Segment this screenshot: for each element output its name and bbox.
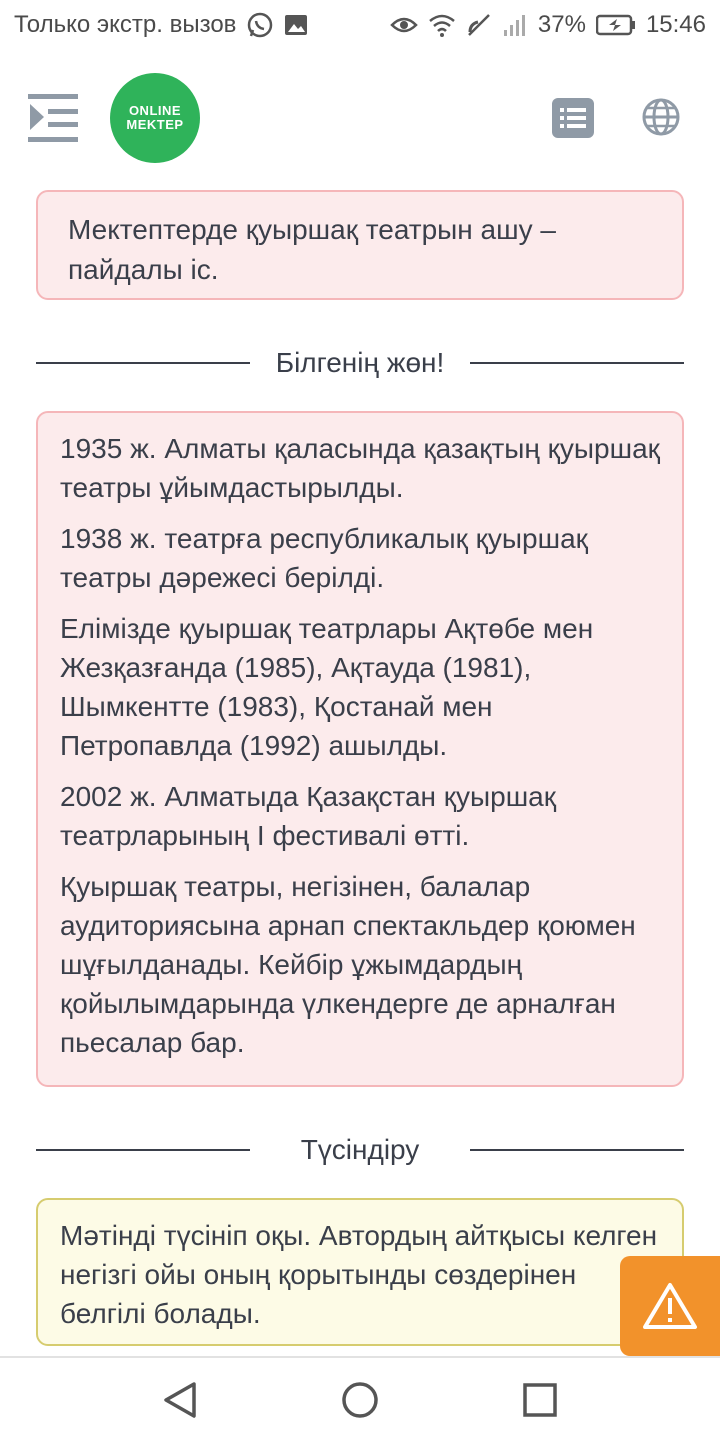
online-mektep-logo[interactable] [110, 73, 200, 163]
clock: 15:46 [645, 11, 706, 38]
whatsapp-icon [246, 11, 274, 39]
explanation-divider [36, 1130, 684, 1170]
facts-section-title: Білгенің жөн! [275, 347, 445, 378]
carrier-text: Только экстр. вызов [14, 11, 237, 38]
wifi-icon [428, 13, 456, 37]
fact-item: 1935 ж. Алматы қаласында қазақтың қуыршақ театры ұйымдастырылды. [60, 433, 660, 503]
facts-card [36, 411, 684, 1087]
recents-icon[interactable] [520, 1380, 560, 1420]
warning-icon [642, 1281, 698, 1331]
globe-icon[interactable] [641, 97, 681, 137]
task-list-icon[interactable] [552, 98, 594, 138]
explanation-card [36, 1198, 684, 1346]
app-header [0, 70, 720, 170]
menu-icon[interactable] [28, 92, 82, 144]
fact-item: 2002 ж. Алматыда Қазақстан қуыршақ театрларының I фестивалі өтті. [60, 781, 557, 851]
explanation-section-title: Түсіндіру [300, 1134, 420, 1165]
battery-percent: 37% [537, 11, 586, 38]
battery-icon [596, 14, 636, 36]
status-bar [0, 0, 720, 50]
logo-line2: MEKTEP [126, 117, 184, 132]
answer-card [36, 190, 684, 300]
report-warning-button[interactable] [620, 1256, 720, 1356]
fact-item: Қуыршақ театры, негізінен, балалар аудиториясына арнап спектакльдер қоюмен шұғылданады. Кейбір ұжымдардың қойылымдарында үлкендерге де арналған пьесалар бар. [60, 871, 636, 1058]
home-icon[interactable] [340, 1380, 380, 1420]
back-icon[interactable] [160, 1380, 200, 1420]
fact-item: Елімізде қуыршақ театрлары Ақтөбе мен Жезқазғанда (1985), Ақтауда (1981), Шымкентте (1983), Қостанай мен Петропавлда (1992) ашылды. [60, 613, 594, 761]
explanation-text: Мәтінді түсініп оқы. Автордың айтқысы келген негізгі ойы оның қорытынды сөздерінен белгілі болады. [60, 1220, 658, 1329]
android-nav-bar [0, 1356, 720, 1440]
facts-divider [36, 343, 684, 383]
fact-item: 1938 ж. театрға республикалық қуыршақ театры дәрежесі берілді. [60, 523, 588, 593]
logo-line1: ONLINE [128, 103, 182, 118]
no-call-icon [466, 12, 492, 38]
signal-icon [502, 12, 528, 38]
eye-icon [390, 15, 418, 35]
answer-text: Мектептерде қуыршақ театрын ашу – пайдалы іс. [68, 214, 556, 285]
image-icon [284, 13, 308, 37]
